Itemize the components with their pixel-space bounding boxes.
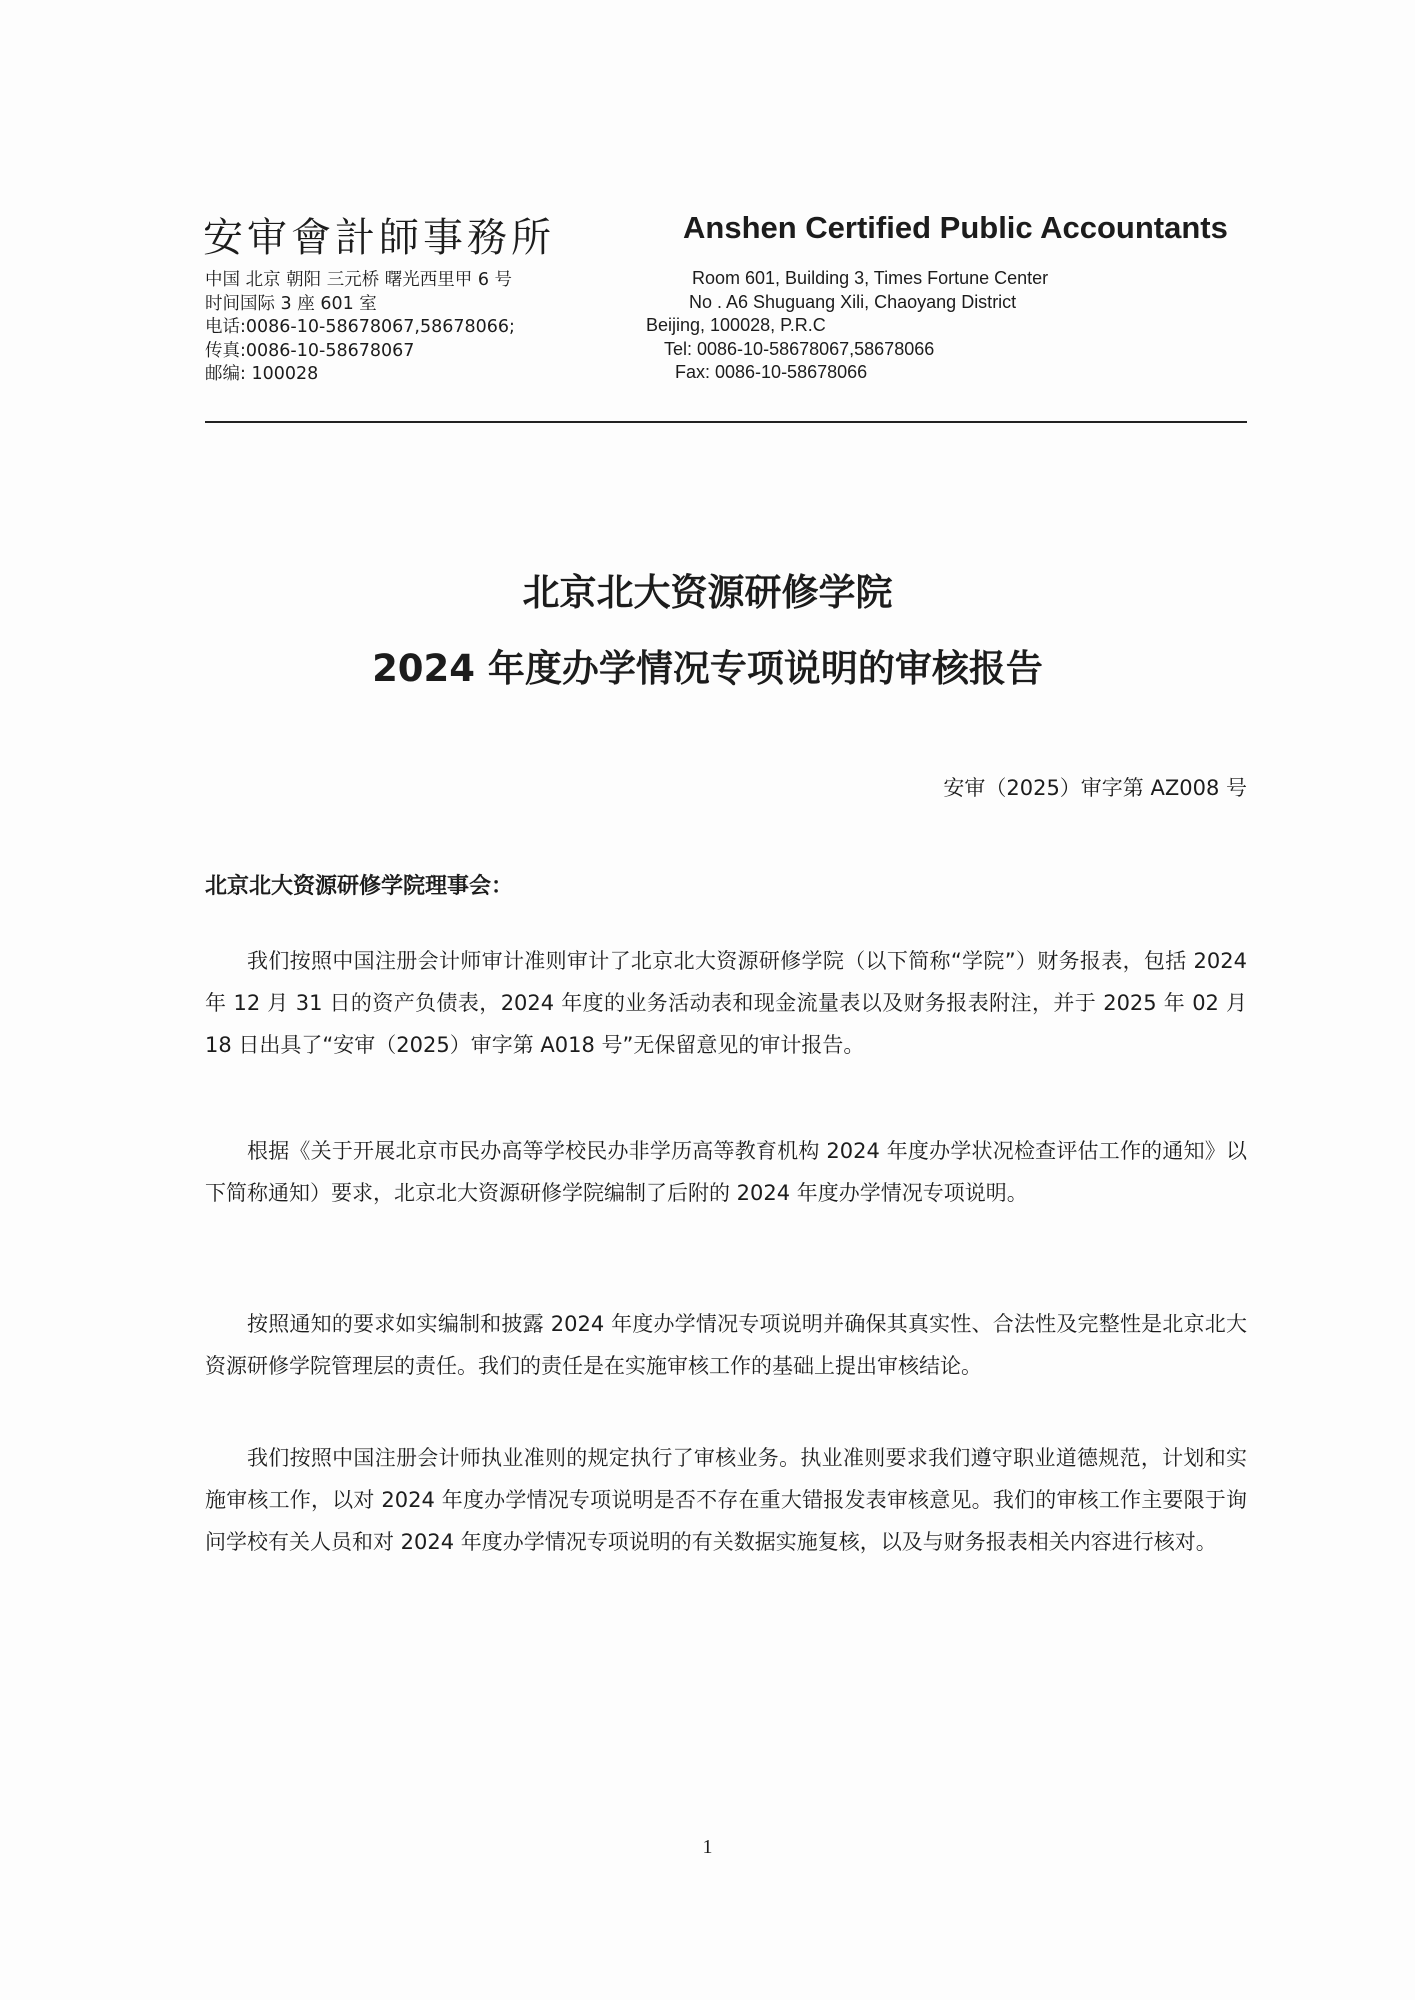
reference-number: 安审（2025）审字第 AZ008 号 — [943, 776, 1247, 800]
report-title-line2: 2024 年度办学情况专项说明的审核报告 — [372, 647, 1043, 690]
paragraph: 根据《关于开展北京市民办高等学校民办非学历高等教育机构 2024 年度办学状况检查评估工作的通知》以下简称通知）要求，北京北大资源研修学院编制了后附的 2024 年度办学情况专项说明。 — [205, 1139, 1247, 1205]
fax-en: Fax: 0086-10-58678066 — [675, 362, 868, 382]
address-en-line: Beijing, 100028, P.R.C — [646, 315, 826, 335]
address-en-line: No . A6 Shuguang Xili, Chaoyang District — [689, 291, 1017, 312]
paragraph: 按照通知的要求如实编制和披露 2024 年度办学情况专项说明并确保其真实性、合法性及完整性是北京北大资源研修学院管理层的责任。我们的责任是在实施审核工作的基础上提出审核结论。 — [205, 1312, 1247, 1378]
address-en-line: Room 601, Building 3, Times Fortune Center — [692, 268, 1049, 288]
phone-en: Tel: 0086-10-58678067,58678066 — [664, 338, 935, 359]
header-divider — [205, 421, 1247, 423]
address-cn-line: 中国 北京 朝阳 三元桥 曙光西里甲 6 号 — [205, 270, 513, 290]
page-number: 1 — [702, 1836, 713, 1858]
fax-cn: 传真:0086-10-58678067 — [205, 340, 415, 361]
paragraph: 我们按照中国注册会计师审计准则审计了北京北大资源研修学院（以下简称“学院”）财务报表，包括 2024 年 12 月 31 日的资产负债表，2024 年度的业务活动表和现金流量表以及财务报表附注，并于 2025 年 02 月 18 日出具了“安审（2025）审字第 A018 号”无保留意见的审计报告。 — [205, 949, 1247, 1057]
firm-name-chinese: 安审會計師事務所 — [203, 215, 555, 261]
report-title-line1: 北京北大资源研修学院 — [522, 571, 893, 614]
salutation: 北京北大资源研修学院理事会： — [205, 874, 514, 899]
phone-cn: 电话:0086-10-58678067,58678066; — [205, 317, 515, 337]
firm-name-english: Anshen Certified Public Accountants — [683, 210, 1228, 245]
address-cn-line: 时间国际 3 座 601 室 — [205, 293, 377, 314]
paragraph: 我们按照中国注册会计师执业准则的规定执行了审核业务。执业准则要求我们遵守职业道德规范，计划和实施审核工作，以对 2024 年度办学情况专项说明是否不存在重大错报发表审核意见。我们的审核工作主要限于询问学校有关人员和对 2024 年度办学情况专项说明的有关数据实施复核，以及与财务报表相关内容进行核对。 — [205, 1446, 1247, 1554]
address-english — [0, 267, 1048, 385]
postcode-cn: 邮编: 100028 — [205, 364, 319, 384]
